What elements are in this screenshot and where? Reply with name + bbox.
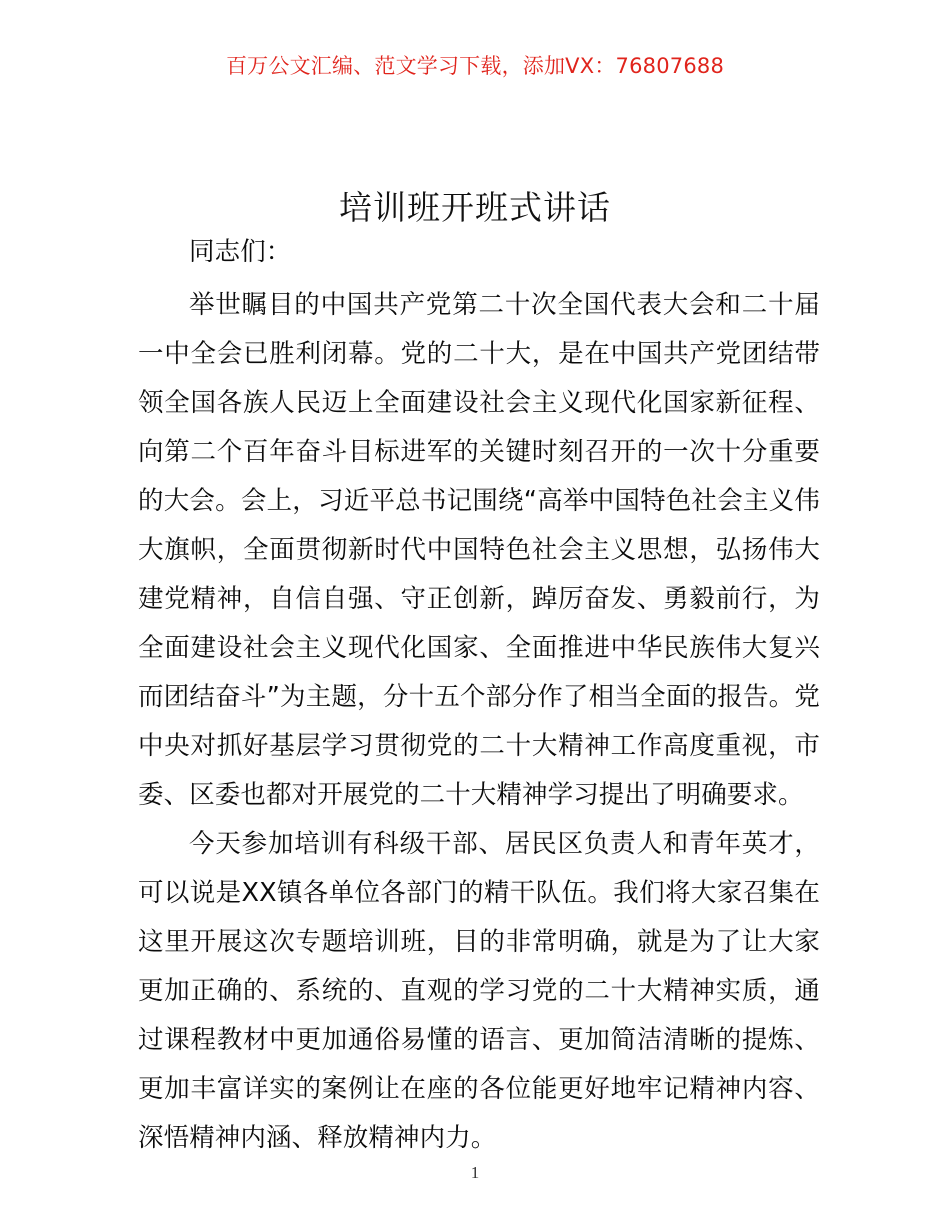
body-paragraph-2: 今天参加培训有科级干部、居民区负责人和青年英才，可以说是XX镇各单位各部门的精干队伍。我们将大家召集在这里开展这次专题培训班，目的非常明确，就是为了让大家更加正确的、系统的、直观的学习党的二十大精神实质，通过课程教材中更加通俗易懂的语言、更加简洁清晰的提炼、更加丰富详实的案例让在座的各位能更好地牢记精神内容、深悟精神内涵、释放精神内力。 bbox=[138, 829, 820, 1153]
page-number: 1 bbox=[470, 1163, 480, 1182]
document-body bbox=[138, 228, 820, 1163]
body-paragraph-1: 举世瞩目的中国共产党第二十次全国代表大会和二十届一中全会已胜利闭幕。党的二十大，是在中国共产党团结带领全国各族人民迈上全面建设社会主义现代化国家新征程、向第二个百年奋斗目标进军的关键时刻召开的一次十分重要的大会。会上，习近平总书记围绕“高举中国特色社会主义伟大旗帜，全面贯彻新时代中国特色社会主义思想，弘扬伟大建党精神，自信自强、守正创新，踔厉奋发、勇毅前行，为全面建设社会主义现代化国家、全面推进中华民族伟大复兴而团结奋斗”为主题，分十五个部分作了相当全面的报告。党中央对抓好基层学习贯彻党的二十大精神工作高度重视，市委、区委也都对开展党的二十大精神学习提出了明确要求。 bbox=[138, 290, 820, 810]
page-title: 培训班开班式讲话 bbox=[339, 188, 611, 228]
promo-header-text: 百万公文汇编、范文学习下载，添加VX：76807688 bbox=[225, 54, 725, 78]
salutation: 同志们： bbox=[189, 237, 292, 267]
